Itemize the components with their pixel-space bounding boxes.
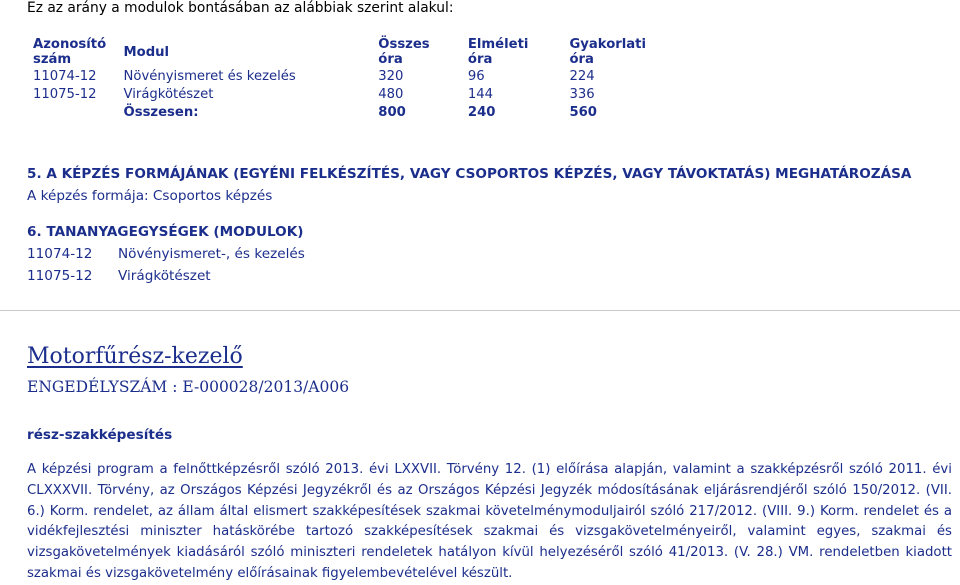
row-theory: 96: [467, 68, 485, 84]
row-module: Növényismeret és kezelés: [123, 68, 296, 84]
section5-text: A képzés formája: Csoportos képzés: [27, 188, 273, 204]
table-header-row: [27, 37, 646, 67]
header-total-line1: Összes: [378, 37, 430, 52]
page-divider: [0, 310, 960, 311]
table-total-row: [27, 103, 646, 121]
module-name: Növényismeret-, és kezelés: [118, 246, 305, 262]
row-practice: 224: [569, 68, 595, 84]
row-total: 320: [378, 68, 404, 84]
header-practice-line2: óra: [569, 52, 594, 67]
header-practice: [563, 37, 646, 67]
header-id: [27, 37, 118, 67]
hours-table: [27, 37, 646, 121]
row-total: 480: [378, 86, 404, 102]
table-row: [27, 67, 646, 85]
section5-heading: 5. A KÉPZÉS FORMÁJÁNAK (EGYÉNI FELKÉSZÍTÉS, VAGY CSOPORTOS KÉPZÉS, VAGY TÁVOKTATÁS) MEGHATÁROZÁSA: [27, 166, 912, 182]
header-practice-line1: Gyakorlati: [569, 37, 646, 52]
header-theory-line2: óra: [467, 52, 493, 67]
row-id: 11075-12: [33, 86, 97, 102]
row-id: 11074-12: [33, 68, 97, 84]
total-label: Összesen:: [123, 104, 199, 120]
legal-paragraph: A képzési program a felnőttképzésről szóló 2013. évi LXXVII. Törvény 12. (1) előírása alapján, valamint a szakképzésről szóló 2011. évi CLXXXVII. Törvény, az Országos Képzési Jegyzékről és az Országos Képzési Jegyzék módosításának eljárásrendjéről szóló 150/2012. (VII. 6.) Korm. rendelet, az állam által elismert szakképesítések szakmai követelménymoduljairól szóló 217/2012. (VIII. 9.) Korm. rendelet és a vidékfejlesztési miniszter hatáskörébe tartozó szakképesítések szakmai és vizsgakövetelményeiről, valamint egyes, szakmai és vizsgakövetelmények kiadásáról szóló miniszteri rendeletek hatályon kívül helyezéséről szóló 41/2013. (V. 28.) VM. rendeletben kiadott szakmai és vizsgakövetelmény előírásainak figyelembevételével készült.: [27, 462, 952, 581]
total-theory: 240: [467, 104, 496, 120]
header-total: [372, 37, 462, 67]
total-practice: 560: [569, 104, 597, 120]
row-theory: 144: [467, 86, 494, 102]
section6-heading: 6. TANANYAGEGYSÉGEK (MODULOK): [27, 224, 304, 240]
header-theory: [462, 37, 564, 67]
header-id-line1: Azonosító: [33, 37, 107, 52]
header-module: Modul: [123, 44, 170, 60]
document-title: Motorfűrész-kezelő: [27, 344, 243, 369]
row-practice: 336: [569, 86, 595, 102]
license-number: ENGEDÉLYSZÁM : E-000028/2013/A006: [27, 378, 350, 396]
module-name: Virágkötészet: [118, 268, 211, 284]
module-id: 11075-12: [27, 268, 93, 284]
header-total-line2: óra: [378, 52, 403, 67]
total-empty: [27, 103, 118, 121]
intro-text: Ez az arány a modulok bontásában az alábbiak szerint alakul:: [27, 0, 454, 16]
qualification-type: rész-szakképesítés: [27, 427, 173, 443]
row-module: Virágkötészet: [123, 86, 214, 102]
header-id-line2: szám: [33, 52, 72, 67]
header-theory-line1: Elméleti: [467, 37, 529, 52]
total-total: 800: [378, 104, 406, 120]
table-row: [27, 85, 646, 103]
module-id: 11074-12: [27, 246, 93, 262]
